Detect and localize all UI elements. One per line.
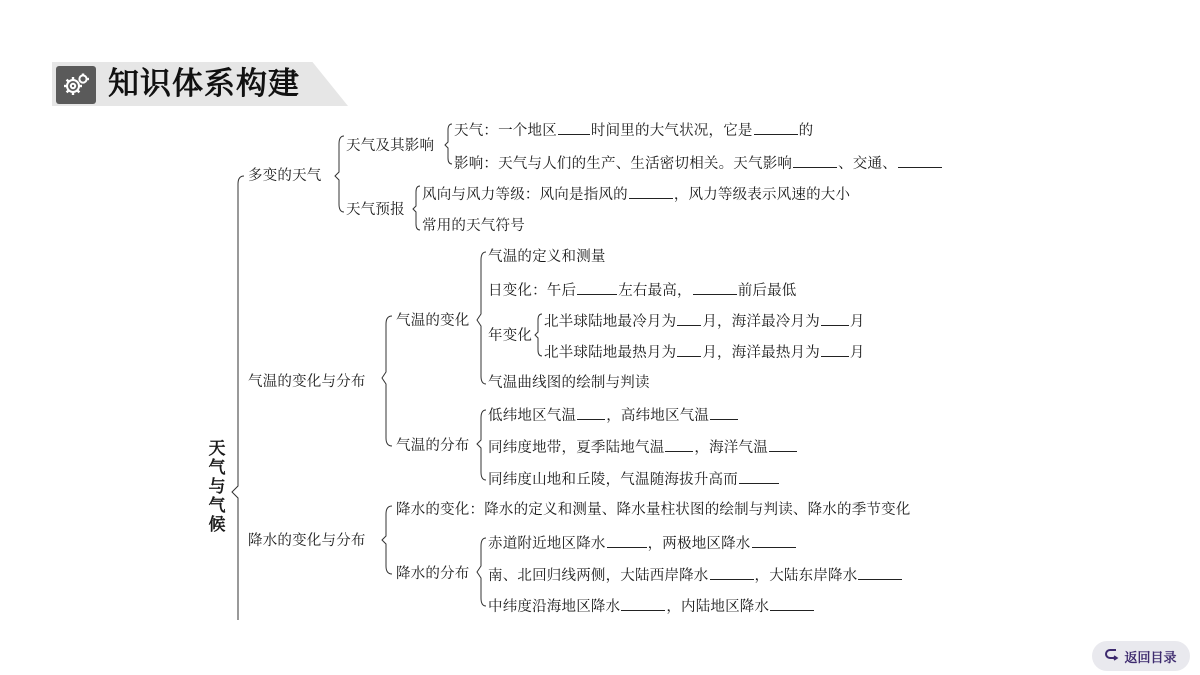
back-to-contents-button[interactable]	[1092, 641, 1190, 671]
temp-hottest-month: 北半球陆地最热月为 月，海洋最热月为 月	[544, 342, 865, 363]
temp-curve-chart: 气温曲线图的绘制与判读	[488, 375, 650, 391]
temp-altitude-distribution: 同纬度山地和丘陵，气温随海拔升高而	[488, 469, 780, 490]
precip-midlatitude: 中纬度沿海地区降水 ，内陆地区降水	[488, 596, 815, 617]
back-label: 返回目录	[1124, 650, 1177, 666]
temp-definition: 气温的定义和测量	[488, 249, 606, 265]
root-topic-char: 气	[208, 458, 226, 478]
root-topic-char: 候	[208, 515, 226, 535]
node-precipitation-distribution: 降水的分布	[396, 566, 470, 582]
node-temperature: 气温的变化与分布	[248, 374, 366, 390]
node-temperature-distribution: 气温的分布	[396, 438, 470, 454]
root-topic-char: 天	[208, 439, 226, 459]
node-precipitation: 降水的变化与分布	[248, 533, 366, 549]
wind-direction-text: 风向与风力等级：风向是指风的 ，风力等级表示风速的大小	[422, 184, 850, 205]
return-arrow-icon	[1105, 647, 1119, 665]
node-annual-change: 年变化	[488, 328, 533, 344]
temp-latitude-distribution: 低纬地区气温 ，高纬地区气温	[488, 405, 739, 426]
root-topic-char: 气	[208, 496, 226, 516]
weather-impact: 影响：天气与人们的生产、生活密切相关。天气影响 、交通、	[454, 153, 943, 174]
weather-symbols-text: 常用的天气符号	[422, 218, 525, 234]
root-topic	[207, 440, 227, 535]
node-weather-influence: 天气及其影响	[346, 138, 435, 154]
precipitation-change: 降水的变化：降水的定义和测量、降水量柱状图的绘制与判读、降水的季节变化	[396, 502, 911, 518]
node-temperature-change: 气温的变化	[396, 313, 470, 329]
node-changing-weather: 多变的天气	[248, 168, 322, 184]
page-title: 知识体系构建	[108, 66, 300, 102]
temp-land-sea-distribution: 同纬度地带，夏季陆地气温 ，海洋气温	[488, 437, 798, 458]
precip-equator-poles: 赤道附近地区降水 ，两极地区降水	[488, 533, 797, 554]
temp-daily-change: 日变化：午后 左右最高， 前后最低	[488, 280, 797, 301]
precip-tropics: 南、北回归线两侧，大陆西岸降水 ，大陆东岸降水	[488, 565, 903, 586]
temp-coldest-month: 北半球陆地最冷月为 月，海洋最冷月为 月	[544, 311, 865, 332]
root-topic-char: 与	[208, 477, 226, 497]
weather-definition: 天气：一个地区 时间里的大气状况，它是 的	[454, 120, 813, 141]
node-weather-forecast: 天气预报	[346, 202, 405, 218]
